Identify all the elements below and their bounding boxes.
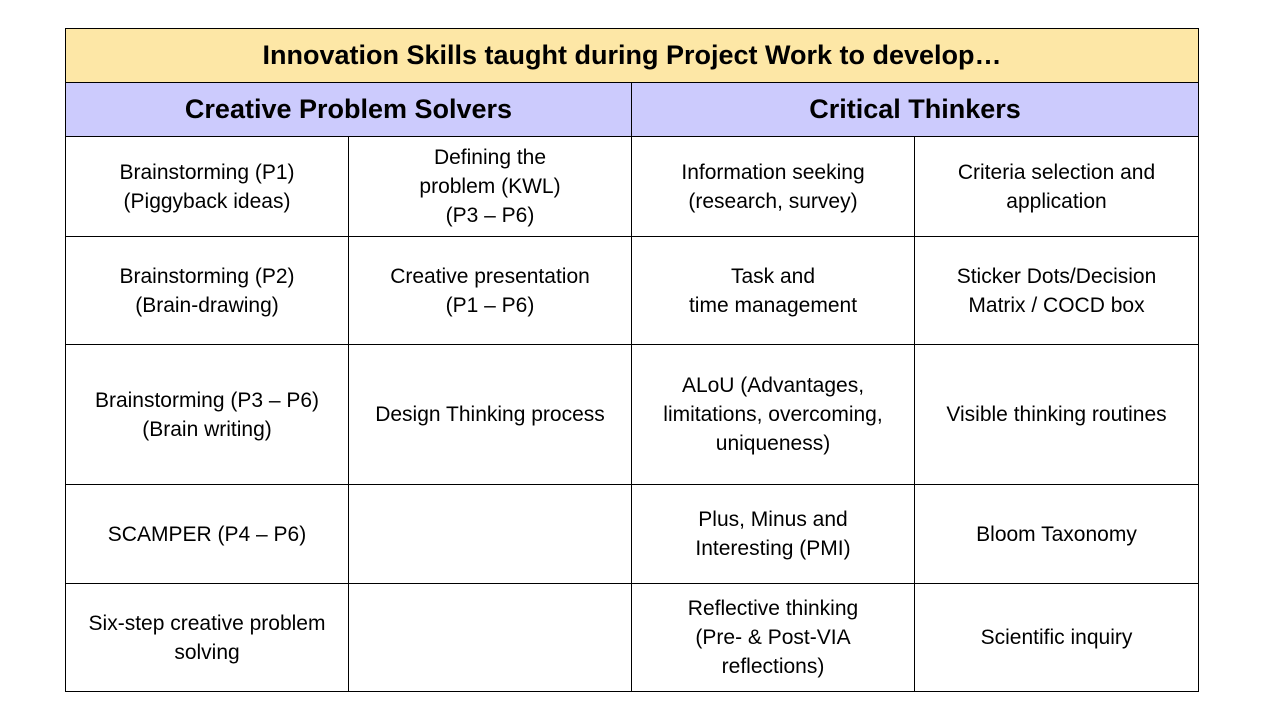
table-cell: [915, 345, 1199, 485]
table-row: [66, 485, 1199, 584]
table-row: [66, 584, 1199, 692]
innovation-skills-table: [65, 28, 1199, 692]
cell-text: Defining the problem (KWL) (P3 – P6): [419, 146, 561, 227]
table-cell: [349, 345, 632, 485]
header-creative-problem-solvers: Creative Problem Solvers: [66, 83, 632, 137]
table-cell: [632, 584, 915, 692]
cell-text: Creative presentation (P1 – P6): [390, 264, 590, 317]
table-row: [66, 137, 1199, 237]
cell-text: SCAMPER (P4 – P6): [107, 522, 307, 546]
table-cell: [349, 485, 632, 584]
table-cell: [915, 485, 1199, 584]
cell-text: Bloom Taxonomy: [976, 522, 1137, 546]
cell-text: Visible thinking routines: [946, 403, 1167, 426]
cell-text: Design Thinking process: [375, 403, 605, 426]
table-cell: [349, 137, 632, 237]
cell-text: Scientific inquiry: [980, 626, 1133, 649]
cell-text: Plus, Minus and Interesting (PMI): [695, 508, 851, 560]
table-cell: [349, 584, 632, 692]
cell-text: Reflective thinking (Pre- & Post-VIA reflections): [687, 597, 859, 678]
table-cell: [66, 584, 349, 692]
cell-text: ALoU (Advantages, limitations, overcoming, uniqueness): [663, 374, 883, 455]
table-row: [66, 345, 1199, 485]
cell-text: Information seeking (research, survey): [681, 160, 865, 213]
table-cell: [915, 137, 1199, 237]
cell-text: Six-step creative problem solving: [88, 611, 326, 664]
table-cell: [915, 584, 1199, 692]
table-cell: [66, 485, 349, 584]
table-cell: [66, 345, 349, 485]
cell-text: Sticker Dots/Decision Matrix / COCD box: [956, 264, 1157, 317]
table-row: [66, 237, 1199, 345]
header-row: [66, 83, 1199, 137]
title-row: [66, 29, 1199, 83]
table-title: Innovation Skills taught during Project Work to develop…: [66, 29, 1199, 83]
cell-text: Task and time management: [688, 264, 858, 317]
table-cell: [632, 237, 915, 345]
table-cell: [632, 485, 915, 584]
table-cell: [632, 137, 915, 237]
header-critical-thinkers: Critical Thinkers: [632, 83, 1199, 137]
cell-text: Brainstorming (P1) (Piggyback ideas): [119, 160, 295, 213]
cell-text: Criteria selection and application: [957, 160, 1156, 213]
cell-text: Brainstorming (P3 – P6) (Brain writing): [94, 388, 320, 441]
cell-text: Brainstorming (P2) (Brain-drawing): [119, 264, 295, 317]
table-cell: [915, 237, 1199, 345]
table-cell: [66, 137, 349, 237]
table-cell: [66, 237, 349, 345]
table-cell: [349, 237, 632, 345]
table-cell: [632, 345, 915, 485]
